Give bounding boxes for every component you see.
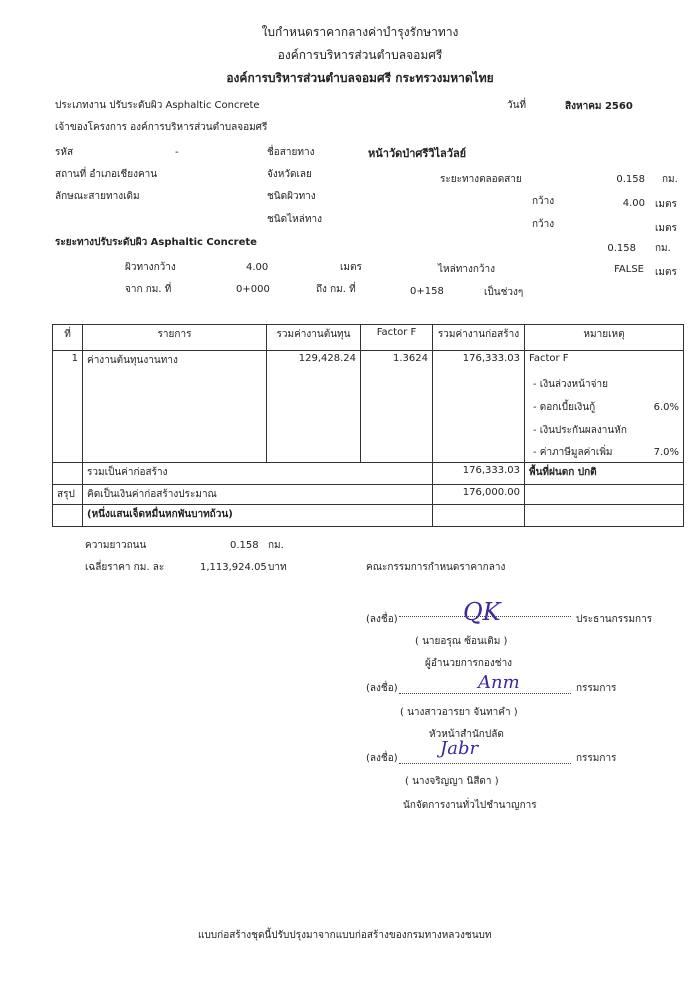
shoulder-width-value: FALSE <box>614 264 644 275</box>
header-factor: Factor F <box>361 325 433 351</box>
date-value: สิงหาคม 2560 <box>565 101 633 112</box>
header-remark: หมายเหตุ <box>525 325 684 351</box>
location: สถานที่ อำเภอเชียงคาน <box>55 169 158 180</box>
sum-value: 176,333.03 <box>433 463 525 485</box>
header-total: รวมค่างานก่อสร้าง <box>433 325 525 351</box>
row-no: 1 <box>53 351 83 463</box>
total-length-unit: กม. <box>662 174 678 185</box>
signature-3: Jabr <box>440 738 479 759</box>
amount-in-words: (หนึ่งแสนเจ็ดหมื่นหกพันบาทถ้วน) <box>83 505 433 527</box>
header-item: รายการ <box>83 325 267 351</box>
avg-price-label: เฉลี่ยราคา กม. ละ <box>85 562 165 573</box>
surface-width-label: ผิวทางกว้าง <box>125 262 176 273</box>
sign-position-3: นักจัดการงานทั่วไปชำนาญการ <box>403 800 537 811</box>
sign-name-3: ( นางจริญญา นิสีดา ) <box>405 776 499 787</box>
width-value: 4.00 <box>622 198 645 209</box>
sign-label-2: (ลงชื่อ) <box>366 683 398 694</box>
remark-advance: - เงินล่วงหน้าจ่าย <box>533 379 608 390</box>
remarks-cell <box>525 351 684 463</box>
row-total: 176,333.03 <box>433 351 525 463</box>
sign-position-1: ผู้อำนวยการกองช่าง <box>425 658 513 669</box>
title-line-2: องค์การบริหารส่วนตำบลจอมศรี <box>277 48 443 62</box>
sign-line-3 <box>399 763 571 764</box>
project-owner: เจ้าของโครงการ องค์การบริหารส่วนตำบลจอมศรี <box>55 122 268 133</box>
remark-interest: - ดอกเบี้ยเงินกู้ <box>533 402 596 413</box>
sign-position-2: หัวหน้าสำนักปลัด <box>429 729 504 740</box>
shoulder-type: ชนิดไหล่ทาง <box>267 214 322 225</box>
committee-title: คณะกรรมการกำหนดราคากลาง <box>366 562 506 573</box>
width-unit-2: เมตร <box>655 223 677 234</box>
footnote: แบบก่อสร้างชุดนี้ปรับปรุงมาจากแบบก่อสร้างของกรมทางหลวงชนบท <box>198 930 492 941</box>
work-type: ประเภทงาน ปรับระดับผิว Asphaltic Concrete <box>55 100 260 111</box>
remark-vat-value: 7.0% <box>653 447 679 458</box>
sign-line-1 <box>399 616 571 617</box>
road-length-value: 0.158 <box>230 540 259 551</box>
shoulder-width-label: ไหล่ทางกว้าง <box>438 264 496 275</box>
sign-name-1: ( นายอรุณ ซ้อนเติม ) <box>415 636 508 647</box>
road-length-label: ความยาวถนน <box>85 540 147 551</box>
total-length-value: 0.158 <box>616 174 645 185</box>
to-label: ถึง กม. ที่ <box>316 284 356 295</box>
segment-label: เป็นช่วงๆ <box>484 287 524 298</box>
from-value: 0+000 <box>236 284 270 295</box>
road-type: ลักษณะสายทางเดิม <box>55 191 140 202</box>
road-name: หน้าวัดป่าศรีวิไลวัลย์ <box>368 147 467 160</box>
header-cost: รวมค่างานต้นทุน <box>267 325 361 351</box>
signature-1: QK <box>463 598 501 626</box>
sign-role-3: กรรมการ <box>576 753 617 764</box>
sign-role-2: กรรมการ <box>576 683 617 694</box>
sign-label-3: (ลงชื่อ) <box>366 753 398 764</box>
row-factor: 1.3624 <box>361 351 433 463</box>
rain-area: พื้นที่ฝนตก ปกติ <box>525 463 684 485</box>
row-cost: 129,428.24 <box>267 351 361 463</box>
total-length-label: ระยะทางตลอดสาย <box>440 174 522 185</box>
province: จังหวัดเลย <box>267 169 312 180</box>
from-label: จาก กม. ที่ <box>125 284 172 295</box>
road-length-unit: กม. <box>268 540 284 551</box>
remark-interest-value: 6.0% <box>653 402 679 413</box>
estimate-value: 176,000.00 <box>433 485 525 505</box>
price-table <box>52 324 684 527</box>
width-label: กว้าง <box>532 196 555 207</box>
surface-type: ชนิดผิวทาง <box>267 191 316 202</box>
table-row <box>53 351 684 463</box>
date-label: วันที่ <box>507 100 527 111</box>
summary-label: สรุป <box>53 485 83 505</box>
overlay-unit: กม. <box>655 243 671 254</box>
code-label: รหัส <box>55 147 74 158</box>
header-no: ที่ <box>53 325 83 351</box>
surface-width-value: 4.00 <box>246 262 269 273</box>
remark-title: Factor F <box>529 353 569 364</box>
sign-label-1: (ลงชื่อ) <box>366 614 398 625</box>
to-value: 0+158 <box>410 286 444 297</box>
title-line-1: ใบกำหนดราคากลางค่าบำรุงรักษาทาง <box>261 25 459 39</box>
avg-price-value: 1,113,924.05 <box>200 562 267 573</box>
overlay-label: ระยะทางปรับระดับผิว Asphaltic Concrete <box>55 237 257 248</box>
shoulder-width-unit: เมตร <box>655 267 677 278</box>
width-label-2: กว้าง <box>532 219 555 230</box>
surface-width-unit: เมตร <box>340 262 362 273</box>
sign-role-1: ประธานกรรมการ <box>576 614 653 625</box>
code-value: - <box>175 147 179 158</box>
avg-price-unit: บาท <box>268 562 287 573</box>
sign-line-2 <box>399 693 571 694</box>
road-name-label: ชื่อสายทาง <box>267 147 315 158</box>
signature-2: Anm <box>478 672 520 693</box>
sum-label: รวมเป็นค่าก่อสร้าง <box>83 463 433 485</box>
overlay-length: 0.158 <box>607 243 636 254</box>
width-unit: เมตร <box>655 199 677 210</box>
remark-retention: - เงินประกันผลงานหัก <box>533 425 627 436</box>
estimate-label: คิดเป็นเงินค่าก่อสร้างประมาณ <box>83 485 433 505</box>
row-item: ค่างานต้นทุนงานทาง <box>83 351 267 463</box>
title-line-3: องค์การบริหารส่วนตำบลจอมศรี กระทรวงมหาดไทย <box>226 71 494 85</box>
sign-name-2: ( นางสาวอารยา จันทาคำ ) <box>400 707 518 718</box>
remark-vat: - ค่าภาษีมูลค่าเพิ่ม <box>533 447 613 458</box>
